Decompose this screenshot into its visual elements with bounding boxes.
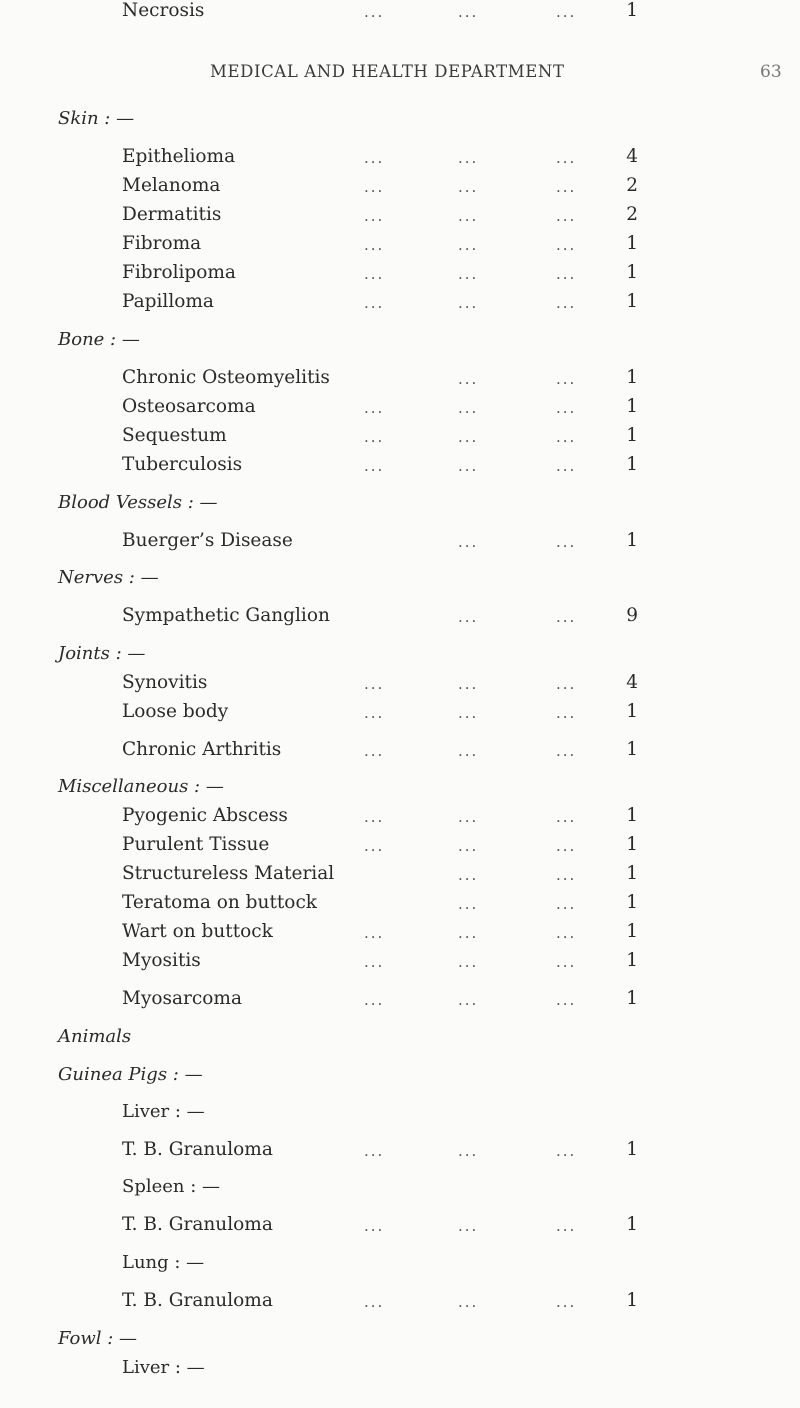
section-heading: Animals	[58, 1026, 132, 1047]
table-row	[0, 175, 800, 205]
entry-label: Melanoma	[122, 175, 221, 196]
leader-dots: ...	[556, 953, 577, 971]
leader-dots: ...	[364, 742, 385, 760]
leader-dots: ...	[556, 3, 577, 21]
section-heading-row	[0, 1026, 800, 1056]
leader-dots: ...	[364, 1142, 385, 1160]
leader-dots: ...	[458, 704, 479, 722]
leader-dots: ...	[458, 991, 479, 1009]
leader-dots: ...	[364, 1217, 385, 1235]
entry-count: 1	[626, 739, 638, 760]
leader-dots: ...	[364, 265, 385, 283]
entry-count: 1	[626, 0, 638, 21]
leader-dots: ...	[458, 428, 479, 446]
table-row	[0, 1139, 800, 1169]
leader-dots: ...	[458, 837, 479, 855]
entry-count: 1	[626, 425, 638, 446]
leader-dots: ...	[556, 428, 577, 446]
entry-count: 1	[626, 367, 638, 388]
section-heading: Fowl : —	[58, 1328, 138, 1349]
leader-dots: ...	[556, 1217, 577, 1235]
entry-count: 1	[626, 834, 638, 855]
table-row	[0, 672, 800, 702]
section-heading-row	[0, 1357, 800, 1387]
page-header	[0, 62, 800, 86]
section-heading-row	[0, 567, 800, 597]
entry-label: Synovitis	[122, 672, 208, 693]
section-heading-row	[0, 329, 800, 359]
leader-dots: ...	[458, 149, 479, 167]
leader-dots: ...	[458, 457, 479, 475]
leader-dots: ...	[364, 808, 385, 826]
leader-dots: ...	[556, 895, 577, 913]
entry-label: Papilloma	[122, 291, 214, 312]
leader-dots: ...	[556, 149, 577, 167]
leader-dots: ...	[458, 3, 479, 21]
section-heading-row	[0, 643, 800, 673]
entry-label: T. B. Granuloma	[122, 1290, 273, 1311]
entry-count: 1	[626, 454, 638, 475]
leader-dots: ...	[556, 808, 577, 826]
subsection-heading: Liver : —	[122, 1101, 205, 1122]
section-heading-row	[0, 1064, 800, 1094]
leader-dots: ...	[364, 953, 385, 971]
entry-count: 1	[626, 530, 638, 551]
leader-dots: ...	[458, 924, 479, 942]
table-row	[0, 530, 800, 560]
entry-count: 9	[626, 605, 638, 626]
table-row	[0, 605, 800, 635]
entry-label: Sympathetic Ganglion	[122, 605, 330, 626]
entry-label: Chronic Arthritis	[122, 739, 282, 760]
section-heading-row	[0, 1176, 800, 1206]
leader-dots: ...	[364, 991, 385, 1009]
leader-dots: ...	[556, 457, 577, 475]
section-heading: Joints : —	[58, 643, 146, 664]
entry-count: 1	[626, 805, 638, 826]
leader-dots: ...	[364, 236, 385, 254]
entry-label: Loose body	[122, 701, 229, 722]
leader-dots: ...	[458, 1293, 479, 1311]
entry-label: Osteosarcoma	[122, 396, 256, 417]
section-heading-row	[0, 108, 800, 138]
leader-dots: ...	[556, 294, 577, 312]
leader-dots: ...	[556, 399, 577, 417]
entry-count: 1	[626, 1139, 638, 1160]
entry-count: 1	[626, 291, 638, 312]
entry-label: Pyogenic Abscess	[122, 805, 288, 826]
leader-dots: ...	[458, 370, 479, 388]
section-heading-row	[0, 1101, 800, 1131]
entry-count: 1	[626, 1214, 638, 1235]
entry-label: Sequestum	[122, 425, 227, 446]
entry-label: Tuberculosis	[122, 454, 243, 475]
table-row	[0, 262, 800, 292]
leader-dots: ...	[364, 675, 385, 693]
leader-dots: ...	[458, 866, 479, 884]
entry-count: 2	[626, 175, 638, 196]
table-row	[0, 1214, 800, 1244]
entry-label: Myositis	[122, 950, 201, 971]
leader-dots: ...	[556, 866, 577, 884]
table-row	[0, 454, 800, 484]
entry-label: Fibrolipoma	[122, 262, 236, 283]
entry-count: 1	[626, 921, 638, 942]
page-number: 63	[760, 62, 782, 82]
entry-count: 1	[626, 396, 638, 417]
section-heading-row	[0, 1328, 800, 1358]
leader-dots: ...	[556, 742, 577, 760]
leader-dots: ...	[556, 991, 577, 1009]
leader-dots: ...	[556, 608, 577, 626]
leader-dots: ...	[556, 1142, 577, 1160]
entry-count: 1	[626, 701, 638, 722]
leader-dots: ...	[364, 1293, 385, 1311]
subsection-heading: Spleen : —	[122, 1176, 221, 1197]
leader-dots: ...	[556, 704, 577, 722]
table-row	[0, 805, 800, 835]
entry-label: Chronic Osteomyelitis	[122, 367, 330, 388]
table-row	[0, 892, 800, 922]
entry-label: Wart on buttock	[122, 921, 273, 942]
leader-dots: ...	[458, 178, 479, 196]
section-heading: Nerves : —	[58, 567, 159, 588]
table-row	[0, 863, 800, 893]
leader-dots: ...	[458, 207, 479, 225]
entry-label: Dermatitis	[122, 204, 222, 225]
leader-dots: ...	[556, 370, 577, 388]
leader-dots: ...	[364, 704, 385, 722]
entry-label: T. B. Granuloma	[122, 1139, 273, 1160]
entry-count: 1	[626, 950, 638, 971]
entry-label: T. B. Granuloma	[122, 1214, 273, 1235]
leader-dots: ...	[458, 294, 479, 312]
entry-count: 4	[626, 672, 638, 693]
leader-dots: ...	[458, 675, 479, 693]
table-row	[0, 425, 800, 455]
entry-label: Fibroma	[122, 233, 202, 254]
table-row	[0, 1290, 800, 1320]
leader-dots: ...	[556, 265, 577, 283]
table-row	[0, 146, 800, 176]
leader-dots: ...	[364, 924, 385, 942]
table-row	[0, 233, 800, 263]
leader-dots: ...	[364, 294, 385, 312]
table-row	[0, 701, 800, 731]
leader-dots: ...	[364, 3, 385, 21]
leader-dots: ...	[364, 399, 385, 417]
entry-label: Buerger’s Disease	[122, 530, 293, 551]
table-row	[0, 204, 800, 234]
leader-dots: ...	[458, 265, 479, 283]
leader-dots: ...	[364, 837, 385, 855]
leader-dots: ...	[364, 207, 385, 225]
entry-label: Teratoma on buttock	[122, 892, 318, 913]
entry-count: 1	[626, 1290, 638, 1311]
section-heading: Miscellaneous : —	[58, 776, 224, 797]
leader-dots: ...	[556, 1293, 577, 1311]
entry-count: 1	[626, 988, 638, 1009]
leader-dots: ...	[556, 178, 577, 196]
leader-dots: ...	[556, 837, 577, 855]
entry-label: Purulent Tissue	[122, 834, 270, 855]
section-heading-row	[0, 1252, 800, 1282]
leader-dots: ...	[458, 533, 479, 551]
entry-label: Epithelioma	[122, 146, 236, 167]
leader-dots: ...	[556, 924, 577, 942]
table-row	[0, 291, 800, 321]
leader-dots: ...	[458, 1142, 479, 1160]
section-heading: Blood Vessels : —	[58, 492, 218, 513]
entry-count: 1	[626, 233, 638, 254]
section-heading: Guinea Pigs : —	[58, 1064, 203, 1085]
entry-count: 1	[626, 262, 638, 283]
leader-dots: ...	[364, 457, 385, 475]
running-title: MEDICAL AND HEALTH DEPARTMENT	[210, 62, 565, 81]
entry-label: Myosarcoma	[122, 988, 242, 1009]
entry-count: 2	[626, 204, 638, 225]
leader-dots: ...	[556, 236, 577, 254]
leader-dots: ...	[458, 1217, 479, 1235]
entry-label: Necrosis	[122, 0, 205, 21]
subsection-heading: Liver : —	[122, 1357, 205, 1378]
leader-dots: ...	[458, 742, 479, 760]
section-heading: Bone : —	[58, 329, 140, 350]
leader-dots: ...	[458, 808, 479, 826]
table-row	[0, 0, 800, 30]
subsection-heading: Lung : —	[122, 1252, 205, 1273]
section-heading-row	[0, 492, 800, 522]
leader-dots: ...	[458, 608, 479, 626]
entry-count: 4	[626, 146, 638, 167]
table-row	[0, 950, 800, 980]
table-row	[0, 988, 800, 1018]
leader-dots: ...	[458, 236, 479, 254]
entry-label: Structureless Material	[122, 863, 335, 884]
table-row	[0, 396, 800, 426]
table-row	[0, 834, 800, 864]
entry-count: 1	[626, 892, 638, 913]
table-row	[0, 367, 800, 397]
section-heading-row	[0, 776, 800, 806]
leader-dots: ...	[364, 149, 385, 167]
leader-dots: ...	[458, 895, 479, 913]
leader-dots: ...	[556, 533, 577, 551]
section-heading: Skin : —	[58, 108, 135, 129]
leader-dots: ...	[364, 178, 385, 196]
table-row	[0, 921, 800, 951]
leader-dots: ...	[458, 399, 479, 417]
leader-dots: ...	[458, 953, 479, 971]
leader-dots: ...	[364, 428, 385, 446]
leader-dots: ...	[556, 207, 577, 225]
entry-count: 1	[626, 863, 638, 884]
leader-dots: ...	[556, 675, 577, 693]
table-row	[0, 739, 800, 769]
